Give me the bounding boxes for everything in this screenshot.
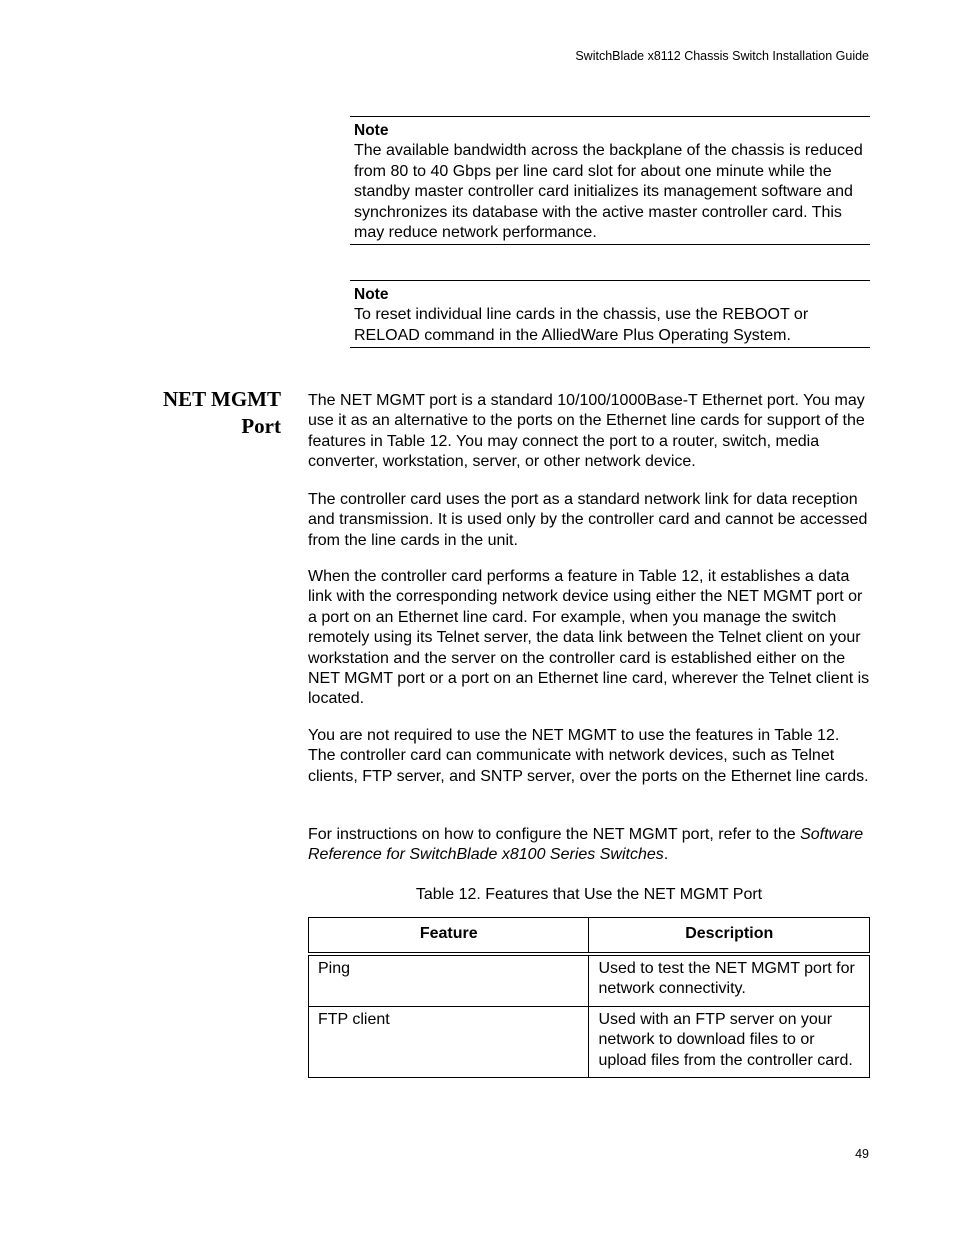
table-header-row — [309, 918, 870, 954]
paragraph-text: For instructions on how to configure the NET MGMT port, refer to the — [308, 826, 801, 843]
description-cell: Used to test the NET MGMT port for network connectivity. — [589, 954, 870, 1007]
note-text: To reset individual line cards in the chassis, use the REBOOT or RELOAD command in the AlliedWare Plus Operating System. — [354, 306, 809, 344]
document-reference: Software Reference for SwitchBlade x8100 Series Switches — [308, 826, 864, 864]
note-box — [350, 280, 870, 348]
section-heading-line1: NET MGMT — [162, 387, 281, 411]
table-row — [309, 1006, 870, 1078]
page-number: 49 — [855, 1147, 869, 1161]
paragraph-text: . — [663, 846, 669, 864]
note-title: Note — [354, 122, 389, 139]
note-box — [350, 116, 870, 245]
description-cell: Used with an FTP server on your network to download files to or upload files from the controller card. — [589, 1006, 870, 1078]
note-text: The available bandwidth across the backplane of the chassis is reduced from 80 to 40 Gbps per line card slot for about one minute while the standby master controller card initializes its management software and synchronizes its database with the active master controller card. This may reduce network performance. — [354, 142, 863, 242]
body-paragraph: When the controller card performs a feature in Table 12, it establishes a data link with the corresponding network device using either the NET MGMT port or a port on an Ethernet line card. For example, when you manage the switch remotely using its Telnet server, the data link between the Telnet client on your workstation and the server on the controller card is established either on the NET MGMT port or a port on an Ethernet line card, wherever the Telnet client is located. — [308, 568, 870, 708]
note-title: Note — [354, 286, 389, 303]
column-header-description: Description — [589, 918, 870, 954]
table-caption: Table 12. Features that Use the NET MGMT Port — [415, 886, 763, 903]
feature-cell: FTP client — [309, 1006, 589, 1078]
body-paragraph: The controller card uses the port as a standard network link for data reception and transmission. It is used only by the controller card and cannot be accessed from the line cards in the unit. — [308, 491, 868, 549]
running-header: SwitchBlade x8112 Chassis Switch Installation Guide — [575, 49, 869, 63]
section-heading — [120, 386, 281, 440]
column-header-feature: Feature — [309, 918, 589, 954]
table-row — [309, 954, 870, 1007]
features-table — [308, 917, 870, 1078]
body-paragraph: The NET MGMT port is a standard 10/100/1000Base-T Ethernet port. You may use it as an alternative to the ports on the Ethernet line cards for support of the features in Table 12. You may connect the port to a router, switch, media converter, workstation, server, or other network device. — [308, 392, 865, 471]
body-paragraph — [308, 825, 870, 866]
feature-cell: Ping — [309, 954, 589, 1007]
body-paragraph: You are not required to use the NET MGMT to use the features in Table 12. The controller card can communicate with network devices, such as Telnet clients, FTP server, and SNTP server, over the ports on the Ethernet line cards. — [308, 727, 869, 785]
section-heading-line2: Port — [241, 414, 281, 438]
